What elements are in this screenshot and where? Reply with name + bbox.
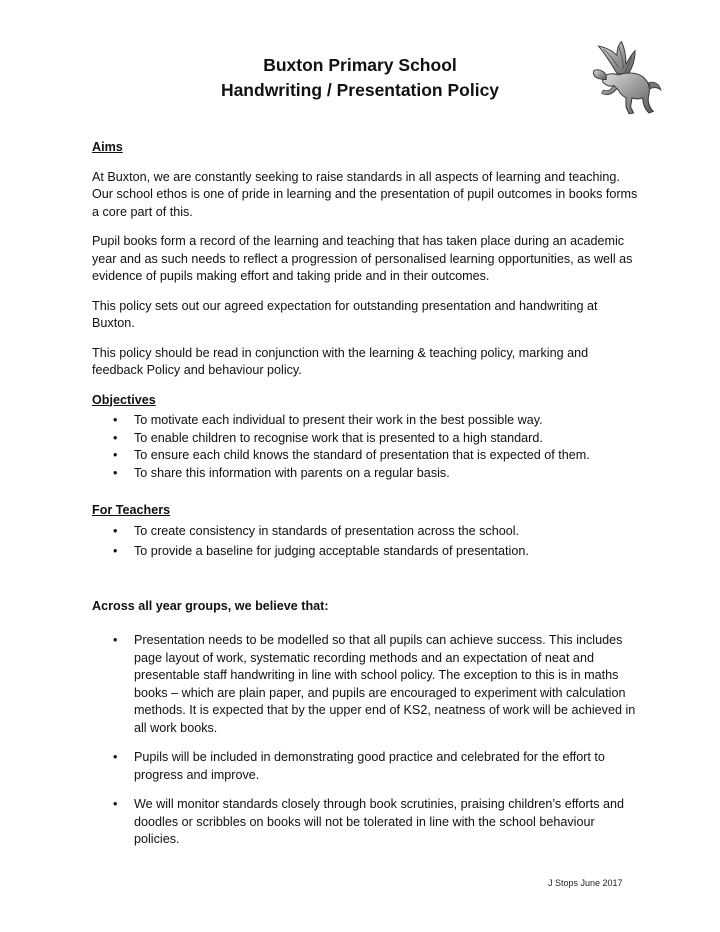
- bullet-icon: •: [113, 797, 118, 811]
- bullet-icon: •: [113, 448, 118, 462]
- bullet-icon: •: [113, 465, 118, 480]
- list-item: • To create consistency in standards of presentation across the school.: [92, 523, 640, 541]
- list-item: • To provide a baseline for judging acceptable standards of presentation.: [92, 543, 640, 561]
- pegasus-crest-icon: [588, 40, 664, 116]
- aims-heading: Aims: [92, 140, 123, 154]
- aims-paragraph: Pupil books form a record of the learning and teaching that has taken place during an academic year and as such needs to reflect a progression of personalised learning opportunities, as well as evidence of pupils making effort and taking pride and in their outcomes.: [92, 234, 633, 283]
- teachers-list: [92, 523, 640, 561]
- objectives-heading: Objectives: [92, 392, 156, 407]
- beliefs-list: [92, 632, 640, 849]
- bullet-icon: •: [113, 750, 118, 764]
- objectives-list: [92, 412, 640, 482]
- aims-paragraph: At Buxton, we are constantly seeking to raise standards in all aspects of learning and teaching. Our school ethos is one of pride in learning and the presentation of pupil outcomes in books forms a core part of this.: [92, 169, 638, 219]
- teachers-heading: For Teachers: [92, 503, 171, 517]
- list-item: • To share this information with parents on a regular basis.: [92, 465, 640, 483]
- aims-paragraph: This policy sets out our agreed expectation for outstanding presentation and handwriting at Buxton.: [92, 298, 598, 330]
- beliefs-heading: Across all year groups, we believe that:: [92, 598, 329, 613]
- bullet-icon: •: [113, 633, 118, 647]
- policy-title: Handwriting / Presentation Policy: [220, 80, 500, 100]
- school-name: Buxton Primary School: [263, 55, 457, 75]
- bullet-icon: •: [113, 413, 118, 427]
- list-item: • We will monitor standards closely through book scrutinies, praising children’s efforts and doodles or scribbles on books will not be tolerated in line with the school behaviour policies.: [113, 797, 624, 846]
- footer-author-date: J Stops June 2017: [548, 878, 623, 888]
- list-item: • Presentation needs to be modelled so that all pupils can achieve success. This includes page layout of work, systematic recording methods and an expectation of neat and presentable staff handwriting in line with school policy. The exception to this is in maths books – which are plain paper, and pupils are encouraged to experiment with calculation methods. It is expected that by the upper end of KS2, neatness of work will be achieved in all work books.: [113, 633, 636, 735]
- document-body: [92, 139, 640, 849]
- aims-paragraph: This policy should be read in conjunction with the learning & teaching policy, marking and feedback Policy and behaviour policy.: [92, 345, 589, 377]
- list-item: • To ensure each child knows the standard of presentation that is expected of them.: [92, 447, 640, 465]
- bullet-icon: •: [113, 430, 118, 445]
- list-item: • To enable children to recognise work that is presented to a high standard.: [92, 430, 640, 448]
- bullet-icon: •: [113, 544, 118, 558]
- list-item: • To motivate each individual to present their work in the best possible way.: [92, 412, 640, 430]
- list-item: • Pupils will be included in demonstrating good practice and celebrated for the effort to progress and improve.: [113, 750, 605, 782]
- bullet-icon: •: [113, 523, 118, 538]
